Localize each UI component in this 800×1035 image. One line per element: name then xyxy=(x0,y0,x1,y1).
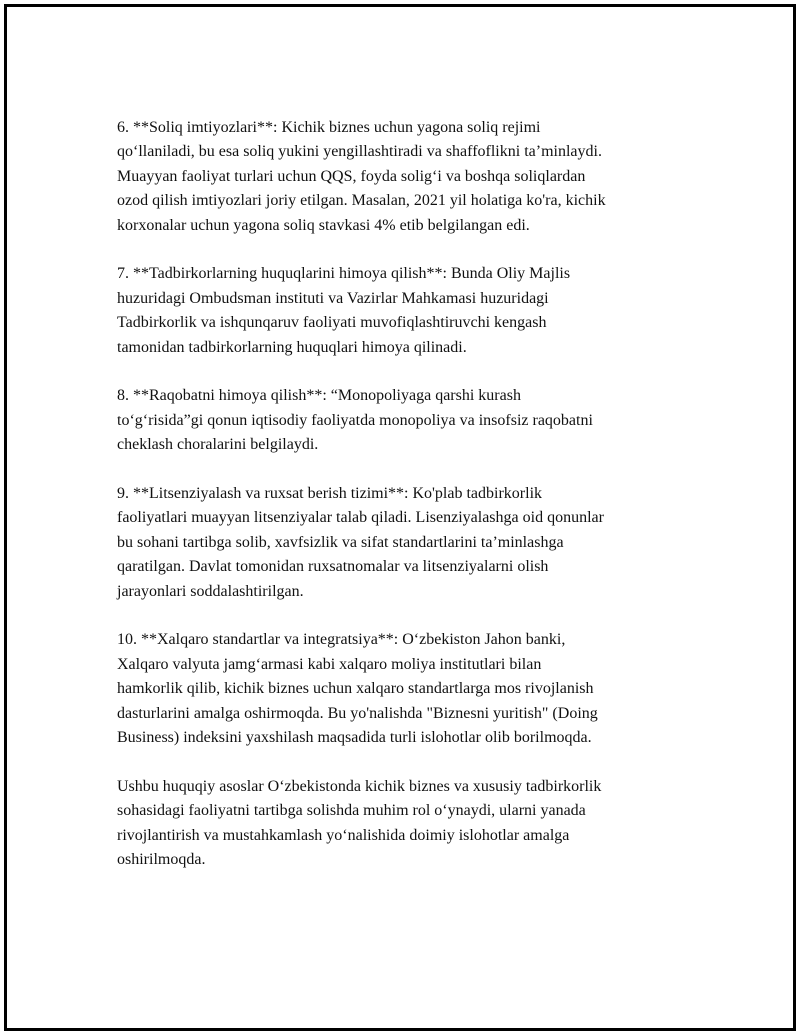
text-line: sohasidagi faoliyatni tartibga solishda muhim rol o‘ynaydi, ularni yanada xyxy=(117,802,586,820)
text-line: faoliyatlari muayyan litsenziyalar talab qiladi. Lisenziyalashga oid qonunlar xyxy=(117,509,604,527)
text-line: 6. **Soliq imtiyozlari**: Kichik biznes uchun yagona soliq rejimi xyxy=(117,119,541,136)
text-line: huzuridagi Ombudsman instituti va Vazirlar Mahkamasi huzuridagi xyxy=(117,289,549,307)
paragraph-litsenziyalash xyxy=(117,482,697,604)
text-line: cheklash choralarini belgilaydi. xyxy=(117,436,319,454)
paragraph-tadbirkorlar-huquqlari xyxy=(117,262,697,360)
text-line: 7. **Tadbirkorlarning huquqlarini himoya qilish**: Bunda Oliy Majlis xyxy=(117,265,571,283)
text-line: dasturlarini amalga oshirmoqda. Bu yo'nalishda "Biznesni yuritish" (Doing xyxy=(117,704,598,722)
text-line: 10. **Xalqaro standartlar va integratsiya**: O‘zbekiston Jahon banki, xyxy=(117,631,566,649)
text-line: qaratilgan. Davlat tomonidan ruxsatnomalar va litsenziyalarni olish xyxy=(117,558,549,576)
text-line: Muayyan faoliyat turlari uchun QQS, foyda solig‘i va boshqa soliqlardan xyxy=(117,167,586,185)
text-line: Ushbu huquqiy asoslar O‘zbekistonda kichik biznes va xususiy tadbirkorlik xyxy=(117,777,602,795)
text-line: Tadbirkorlik va ishqunqaruv faoliyati muvofiqlashtiruvchi kengash xyxy=(117,314,547,332)
text-line: korxonalar uchun yagona soliq stavkasi 4% etib belgilangan edi. xyxy=(117,216,530,234)
text-line: tamonidan tadbirkorlarning huquqlari himoya qilinadi. xyxy=(117,338,467,356)
paragraph-raqobat-himoyasi xyxy=(117,384,697,457)
paragraph-xalqaro-standartlar xyxy=(117,628,697,750)
text-line: 9. **Litsenziyalash va ruxsat berish tizimi**: Ko'plab tadbirkorlik xyxy=(117,485,543,503)
text-line: 8. **Raqobatni himoya qilish**: “Monopoliyaga qarshi kurash xyxy=(117,387,521,405)
text-line: oshirilmoqda. xyxy=(117,851,206,869)
text-line: bu sohani tartibga solib, xavfsizlik va sifat standartlarini ta’minlashga xyxy=(117,533,564,551)
paragraph-soliq-imtiyozlari xyxy=(117,116,697,238)
text-line: Xalqaro valyuta jamg‘armasi kabi xalqaro moliya institutlari bilan xyxy=(117,655,542,673)
text-line: to‘g‘risida”gi qonun iqtisodiy faoliyatda monopoliya va insofsiz raqobatni xyxy=(117,411,593,429)
text-line: hamkorlik qilib, kichik biznes uchun xalqaro standartlarga mos rivojlanish xyxy=(117,680,594,698)
document-body xyxy=(117,116,697,897)
text-line: ozod qilish imtiyozlari joriy etilgan. Masalan, 2021 yil holatiga ko'ra, kichik xyxy=(117,192,606,210)
text-line: rivojlantirish va mustahkamlash yo‘nalishida doimiy islohotlar amalga xyxy=(117,826,570,844)
text-line: qo‘llaniladi, bu esa soliq yukini yengillashtiradi va shaffoflikni ta’minlaydi. xyxy=(117,143,602,161)
paragraph-xulosa xyxy=(117,775,697,873)
text-line: jarayonlari soddalashtirilgan. xyxy=(117,582,304,600)
text-line: Business) indeksini yaxshilash maqsadida turli islohotlar olib borilmoqda. xyxy=(117,729,592,747)
